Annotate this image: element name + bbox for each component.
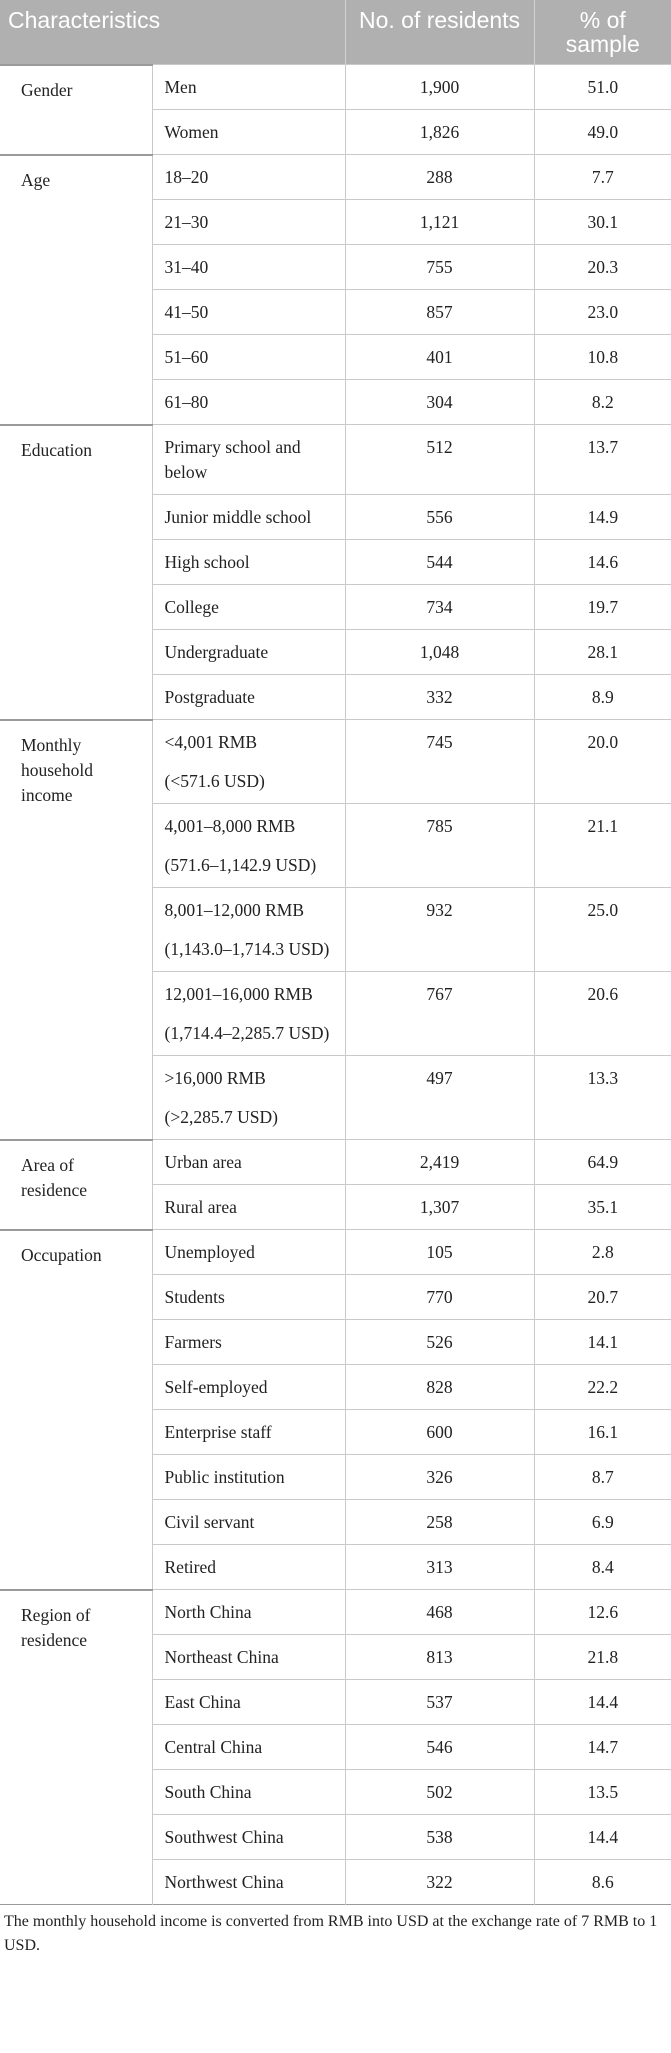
- cell-residents: 322: [345, 1860, 534, 1905]
- cell-percent: 14.7: [534, 1725, 671, 1770]
- row-label-text: Farmers: [164, 1332, 222, 1352]
- cell-residents: 767: [345, 972, 534, 1056]
- row-label: [152, 245, 345, 290]
- cell-residents: 258: [345, 1500, 534, 1545]
- cell-residents: 932: [345, 888, 534, 972]
- cell-percent: 20.3: [534, 245, 671, 290]
- cell-percent: 35.1: [534, 1185, 671, 1230]
- group-label: Education: [0, 425, 152, 720]
- cell-percent: 20.7: [534, 1275, 671, 1320]
- cell-residents: 1,048: [345, 630, 534, 675]
- row-label: [152, 1590, 345, 1635]
- row-label: [152, 1320, 345, 1365]
- cell-percent: 8.4: [534, 1545, 671, 1590]
- cell-residents: 537: [345, 1680, 534, 1725]
- row-label: [152, 804, 345, 888]
- cell-residents: 745: [345, 720, 534, 804]
- cell-residents: 2,419: [345, 1140, 534, 1185]
- cell-percent: 49.0: [534, 110, 671, 155]
- row-label: [152, 630, 345, 675]
- row-label-usd: (1,143.0–1,714.3 USD): [164, 939, 330, 959]
- group-label: Region of residence: [0, 1590, 152, 1905]
- cell-percent: 13.5: [534, 1770, 671, 1815]
- row-label: [152, 1365, 345, 1410]
- table-row: [0, 1590, 671, 1635]
- row-label: [152, 1770, 345, 1815]
- cell-percent: 25.0: [534, 888, 671, 972]
- row-label-text: Students: [164, 1287, 225, 1307]
- cell-residents: 497: [345, 1056, 534, 1140]
- header-percent: % of sample: [534, 0, 671, 65]
- cell-residents: 1,307: [345, 1185, 534, 1230]
- cell-residents: 556: [345, 495, 534, 540]
- row-label: [152, 1455, 345, 1500]
- row-label-usd: (571.6–1,142.9 USD): [164, 855, 317, 875]
- cell-percent: 2.8: [534, 1230, 671, 1275]
- row-label-text: 41–50: [164, 302, 209, 322]
- cell-residents: 401: [345, 335, 534, 380]
- cell-percent: 16.1: [534, 1410, 671, 1455]
- row-label: [152, 540, 345, 585]
- cell-percent: 21.8: [534, 1635, 671, 1680]
- row-label-text: Southwest China: [164, 1827, 284, 1847]
- cell-percent: 64.9: [534, 1140, 671, 1185]
- row-label-text: Enterprise staff: [164, 1422, 272, 1442]
- cell-percent: 23.0: [534, 290, 671, 335]
- cell-percent: 13.3: [534, 1056, 671, 1140]
- cell-residents: 813: [345, 1635, 534, 1680]
- cell-percent: 8.7: [534, 1455, 671, 1500]
- table-row: [0, 425, 671, 495]
- cell-residents: 512: [345, 425, 534, 495]
- cell-percent: 14.6: [534, 540, 671, 585]
- row-label-text: Northeast China: [164, 1647, 279, 1667]
- cell-residents: 785: [345, 804, 534, 888]
- table-row: [0, 1140, 671, 1185]
- group-label: Gender: [0, 65, 152, 155]
- cell-percent: 13.7: [534, 425, 671, 495]
- row-label-text: Men: [164, 77, 197, 97]
- cell-residents: 755: [345, 245, 534, 290]
- row-label-text: 4,001–8,000 RMB: [164, 816, 296, 836]
- row-label: [152, 1545, 345, 1590]
- row-label-text: Northwest China: [164, 1872, 284, 1892]
- group-label: Occupation: [0, 1230, 152, 1590]
- row-label: [152, 1680, 345, 1725]
- group-label: Area of residence: [0, 1140, 152, 1230]
- cell-residents: 770: [345, 1275, 534, 1320]
- row-label-text: Retired: [164, 1557, 217, 1577]
- row-label: [152, 1140, 345, 1185]
- row-label-text: 61–80: [164, 392, 209, 412]
- row-label-text: Central China: [164, 1737, 263, 1757]
- row-label-text: <4,001 RMB: [164, 732, 258, 752]
- row-label-text: 18–20: [164, 167, 209, 187]
- cell-percent: 8.2: [534, 380, 671, 425]
- row-label-usd: (>2,285.7 USD): [164, 1107, 278, 1127]
- cell-percent: 14.9: [534, 495, 671, 540]
- group-label: Monthly household income: [0, 720, 152, 1140]
- row-label: [152, 1500, 345, 1545]
- table-body: [0, 65, 671, 1905]
- row-label: [152, 585, 345, 630]
- cell-percent: 7.7: [534, 155, 671, 200]
- row-label-text: Women: [164, 122, 219, 142]
- row-label: [152, 200, 345, 245]
- row-label-text: College: [164, 597, 219, 617]
- cell-residents: 468: [345, 1590, 534, 1635]
- row-label-text: Public institution: [164, 1467, 285, 1487]
- row-label-text: 21–30: [164, 212, 209, 232]
- row-label: [152, 888, 345, 972]
- row-label: [152, 675, 345, 720]
- row-label-text: South China: [164, 1782, 252, 1802]
- cell-residents: 288: [345, 155, 534, 200]
- cell-residents: 538: [345, 1815, 534, 1860]
- row-label: [152, 1725, 345, 1770]
- header-row: [0, 0, 671, 65]
- row-label-text: 51–60: [164, 347, 209, 367]
- cell-percent: 14.4: [534, 1815, 671, 1860]
- cell-residents: 1,121: [345, 200, 534, 245]
- cell-percent: 20.0: [534, 720, 671, 804]
- cell-residents: 326: [345, 1455, 534, 1500]
- row-label-text: Undergraduate: [164, 642, 269, 662]
- cell-residents: 828: [345, 1365, 534, 1410]
- cell-residents: 313: [345, 1545, 534, 1590]
- row-label-usd: (1,714.4–2,285.7 USD): [164, 1023, 330, 1043]
- cell-percent: 21.1: [534, 804, 671, 888]
- row-label: [152, 1815, 345, 1860]
- cell-residents: 600: [345, 1410, 534, 1455]
- table-footnote: The monthly household income is converted from RMB into USD at the exchange rate of 7 RMB to 1 USD.: [4, 1913, 658, 1954]
- cell-percent: 8.6: [534, 1860, 671, 1905]
- row-label-text: Unemployed: [164, 1242, 255, 1262]
- cell-percent: 28.1: [534, 630, 671, 675]
- row-label: [152, 1410, 345, 1455]
- cell-percent: 8.9: [534, 675, 671, 720]
- cell-percent: 20.6: [534, 972, 671, 1056]
- cell-residents: 502: [345, 1770, 534, 1815]
- header-characteristics: Characteristics: [0, 0, 345, 65]
- table-row: [0, 65, 671, 110]
- cell-percent: 6.9: [534, 1500, 671, 1545]
- table-row: [0, 720, 671, 804]
- row-label-text: Self-employed: [164, 1377, 268, 1397]
- cell-residents: 1,900: [345, 65, 534, 110]
- cell-residents: 304: [345, 380, 534, 425]
- cell-percent: 30.1: [534, 200, 671, 245]
- header-residents: No. of residents: [345, 0, 534, 65]
- row-label-text: Civil servant: [164, 1512, 255, 1532]
- cell-percent: 12.6: [534, 1590, 671, 1635]
- cell-residents: 857: [345, 290, 534, 335]
- cell-residents: 105: [345, 1230, 534, 1275]
- row-label-text: 8,001–12,000 RMB: [164, 900, 305, 920]
- row-label-text: 12,001–16,000 RMB: [164, 984, 313, 1004]
- cell-residents: 526: [345, 1320, 534, 1365]
- row-label: [152, 155, 345, 200]
- table-row: [0, 155, 671, 200]
- cell-residents: 734: [345, 585, 534, 630]
- row-label: [152, 972, 345, 1056]
- row-label: [152, 1185, 345, 1230]
- row-label: [152, 425, 345, 495]
- row-label: [152, 1275, 345, 1320]
- row-label: [152, 1635, 345, 1680]
- row-label-text: North China: [164, 1602, 252, 1622]
- row-label-text: Urban area: [164, 1152, 242, 1172]
- row-label-usd: (<571.6 USD): [164, 771, 265, 791]
- row-label: [152, 110, 345, 155]
- row-label: [152, 1860, 345, 1905]
- cell-percent: 51.0: [534, 65, 671, 110]
- row-label-text: Junior middle school: [164, 507, 312, 527]
- table-row: [0, 1230, 671, 1275]
- row-label: [152, 1056, 345, 1140]
- row-label-text: Rural area: [164, 1197, 237, 1217]
- cell-percent: 14.1: [534, 1320, 671, 1365]
- cell-percent: 10.8: [534, 335, 671, 380]
- row-label-text: 31–40: [164, 257, 209, 277]
- row-label-text: >16,000 RMB: [164, 1068, 266, 1088]
- cell-percent: 19.7: [534, 585, 671, 630]
- group-label: Age: [0, 155, 152, 425]
- cell-percent: 22.2: [534, 1365, 671, 1410]
- row-label-text: Primary school and below: [164, 437, 301, 482]
- cell-residents: 332: [345, 675, 534, 720]
- cell-residents: 544: [345, 540, 534, 585]
- cell-percent: 14.4: [534, 1680, 671, 1725]
- row-label: [152, 1230, 345, 1275]
- row-label: [152, 335, 345, 380]
- row-label: [152, 495, 345, 540]
- cell-residents: 1,826: [345, 110, 534, 155]
- row-label: [152, 380, 345, 425]
- row-label-text: Postgraduate: [164, 687, 255, 707]
- row-label-text: High school: [164, 552, 250, 572]
- row-label: [152, 290, 345, 335]
- row-label: [152, 65, 345, 110]
- row-label: [152, 720, 345, 804]
- cell-residents: 546: [345, 1725, 534, 1770]
- row-label-text: East China: [164, 1692, 241, 1712]
